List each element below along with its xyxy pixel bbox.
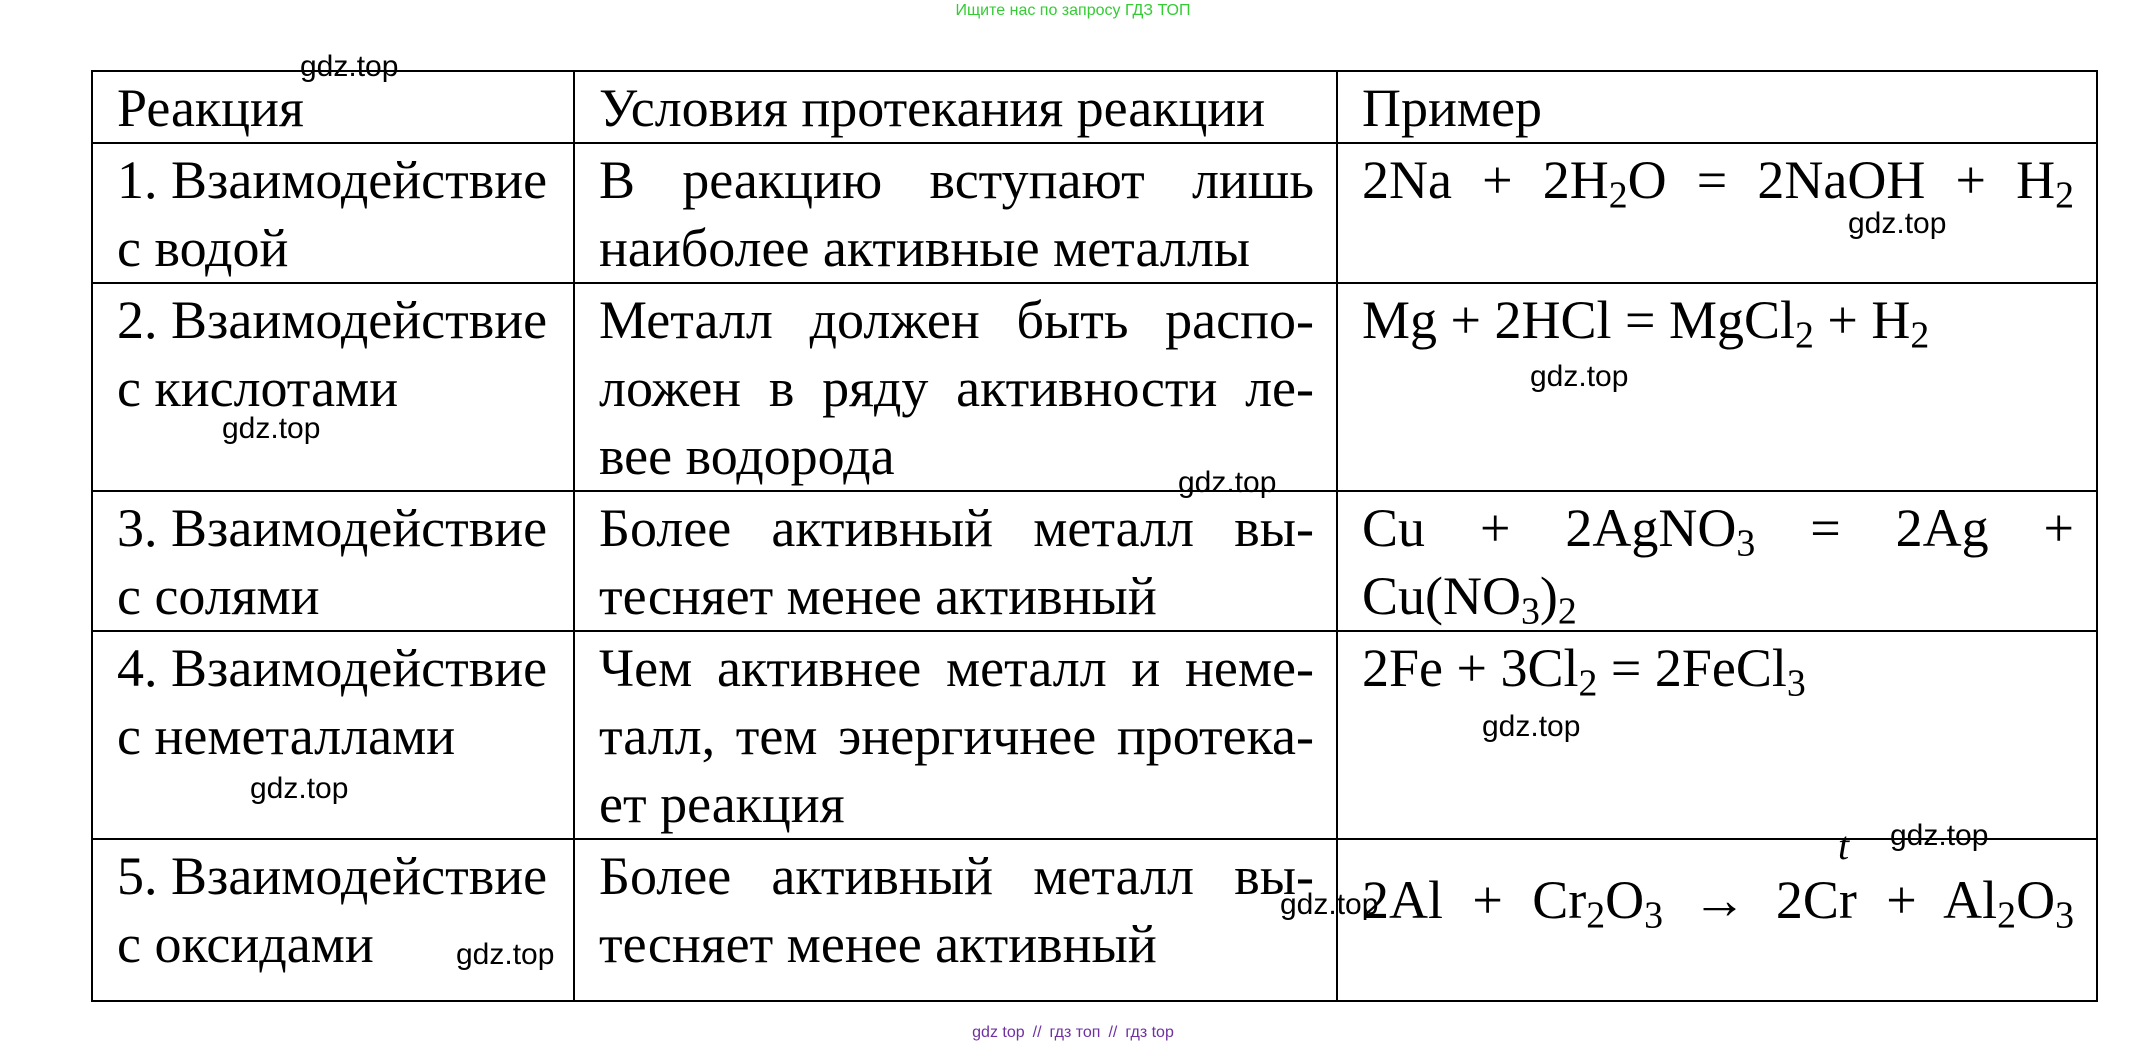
table-row bbox=[92, 631, 2097, 839]
conditions-cell bbox=[574, 491, 1337, 631]
table-row bbox=[92, 143, 2097, 283]
footer-links bbox=[0, 1024, 2146, 1042]
conditions-cell bbox=[574, 143, 1337, 283]
conditions-text-last: тесняет менее активный bbox=[599, 566, 1157, 626]
table-row bbox=[92, 283, 2097, 491]
conditions-cell bbox=[574, 283, 1337, 491]
conditions-text: В реакцию вступают лишь bbox=[599, 150, 1314, 210]
reactions-table bbox=[91, 70, 2098, 1002]
example-equation: $2Al + Cr_2O_3 \to 2Cr + Al_2O_3$ bbox=[1337, 839, 2097, 1001]
reaction-cell bbox=[92, 631, 574, 839]
footer-link-1[interactable]: gdz top bbox=[972, 1024, 1025, 1041]
table-row bbox=[92, 839, 2097, 1001]
conditions-text: Более активный металл вы- bbox=[599, 846, 1314, 906]
conditions-text: Металл должен быть распо- ложен в ряду активности ле- bbox=[599, 290, 1314, 418]
reaction-cell bbox=[92, 839, 574, 1001]
reaction-name-cont: с солями bbox=[117, 566, 320, 626]
conditions-text-last: наиболее активные металлы bbox=[599, 218, 1251, 278]
header-example: Пример bbox=[1337, 71, 2097, 143]
conditions-cell bbox=[574, 839, 1337, 1001]
table-row bbox=[92, 491, 2097, 631]
reaction-cell bbox=[92, 143, 574, 283]
conditions-text: Чем активнее металл и неме- талл, тем энергичнее протека- bbox=[599, 638, 1314, 766]
reaction-name: 4. Взаимодействие bbox=[117, 638, 548, 698]
example-equation: Mg + 2HCl = MgCl$_2$ + $H_2$ bbox=[1337, 283, 2097, 491]
watermark: gdz.top bbox=[1848, 207, 1947, 240]
watermark: gdz.top bbox=[1530, 360, 1629, 393]
footer-separator: // bbox=[1032, 1024, 1042, 1041]
search-banner: Ищите нас по запросу ГДЗ ТОП bbox=[955, 2, 1191, 19]
watermark: gdz.top bbox=[1178, 466, 1277, 499]
watermark: gdz.top bbox=[1280, 888, 1379, 921]
conditions-text-last: вее водорода bbox=[599, 426, 895, 486]
conditions-text-last: ет реакция bbox=[599, 774, 845, 834]
watermark: gdz.top bbox=[300, 50, 399, 83]
reaction-cell bbox=[92, 283, 574, 491]
reaction-name: 3. Взаимодействие bbox=[117, 498, 548, 558]
reaction-name-cont: с неметаллами bbox=[117, 706, 456, 766]
example-equation: $2Fe + 3Cl_2$ = 2FeCl$_3$ bbox=[1337, 631, 2097, 839]
reaction-name: 2. Взаимодействие bbox=[117, 290, 548, 350]
watermark: gdz.top bbox=[1890, 819, 1989, 852]
reaction-cell bbox=[92, 491, 574, 631]
footer-link-2[interactable]: гдз топ bbox=[1049, 1024, 1101, 1041]
header-reaction: Реакция bbox=[92, 71, 574, 143]
reaction-name-cont: с оксидами bbox=[117, 914, 374, 974]
watermark: gdz.top bbox=[222, 412, 321, 445]
arrow-temperature-label: t bbox=[1838, 823, 1850, 868]
footer-separator: // bbox=[1108, 1024, 1118, 1041]
conditions-cell bbox=[574, 631, 1337, 839]
watermark: gdz.top bbox=[250, 772, 349, 805]
reaction-name: 1. Взаимодействие bbox=[117, 150, 548, 210]
reaction-name: 5. Взаимодействие bbox=[117, 846, 548, 906]
watermark: gdz.top bbox=[1482, 710, 1581, 743]
watermark: gdz.top bbox=[456, 938, 555, 971]
conditions-text-last: тесняет менее активный bbox=[599, 914, 1157, 974]
conditions-text: Более активный металл вы- bbox=[599, 498, 1314, 558]
example-equation: $2Na + 2H_2O$ = 2NaOH + $H_2$ bbox=[1337, 143, 2097, 283]
reaction-name-cont: с водой bbox=[117, 218, 289, 278]
example-equation: Cu + 2AgNO$_3$ = $2Ag + Cu(NO_3)_2$ bbox=[1337, 491, 2097, 631]
footer-link-3[interactable]: гдз top bbox=[1125, 1024, 1174, 1041]
header-conditions: Условия протекания реакции bbox=[574, 71, 1337, 143]
reaction-name-cont: с кислотами bbox=[117, 358, 399, 418]
